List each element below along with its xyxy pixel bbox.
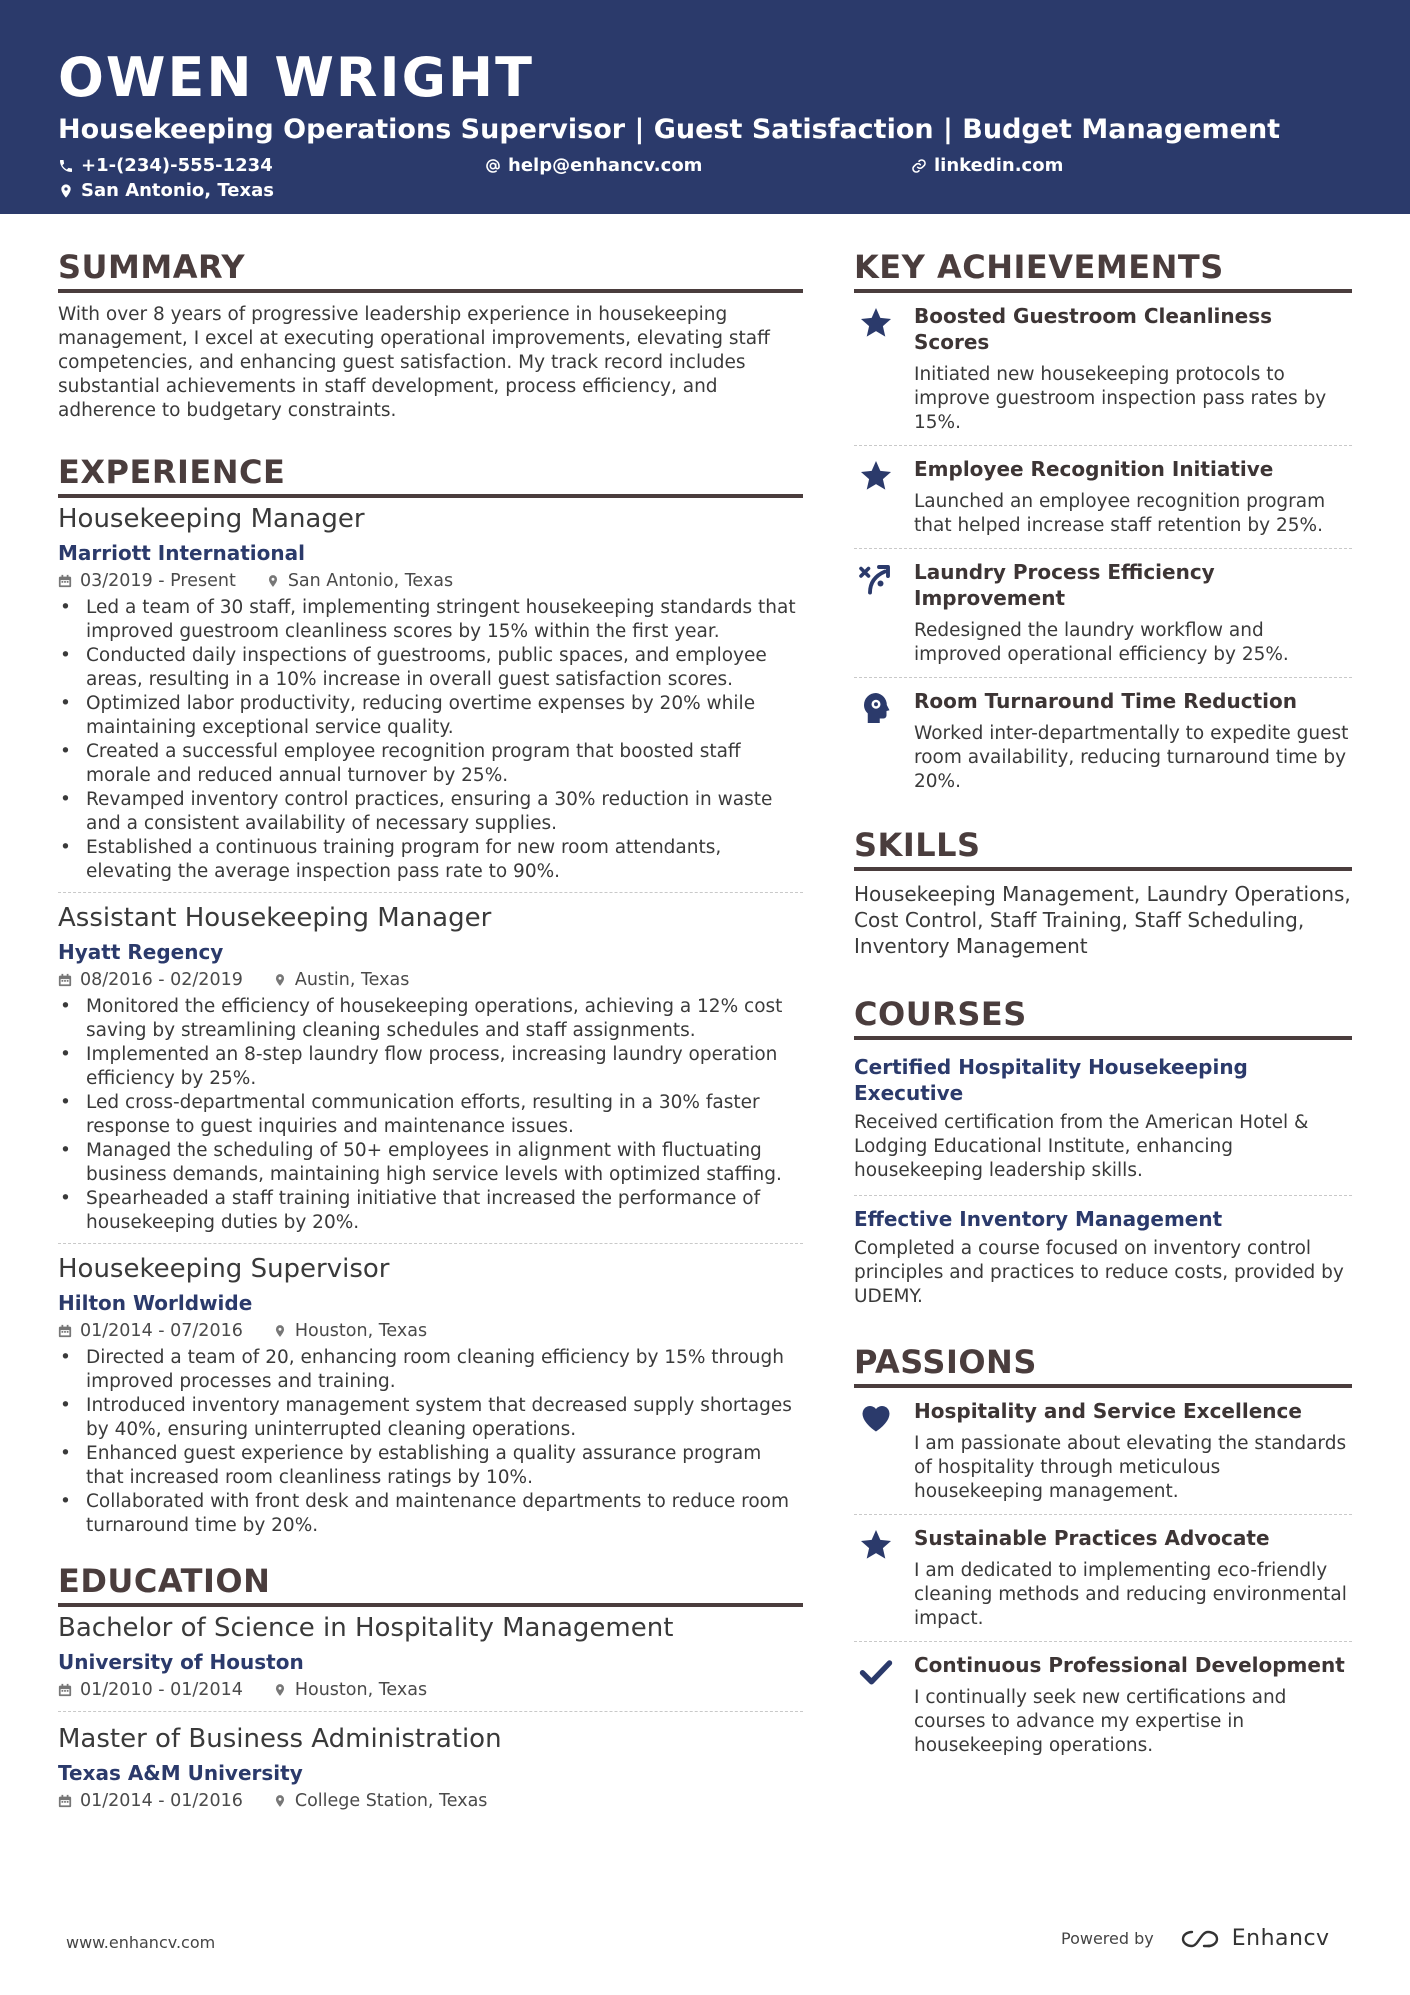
job-dates: 08/2016 - 02/2019 xyxy=(80,970,243,990)
calendar-icon xyxy=(58,1324,72,1338)
achievement-body xyxy=(914,688,1352,794)
education-meta xyxy=(58,1679,803,1701)
job-location xyxy=(273,969,410,991)
achievement-icon-wrap xyxy=(854,303,914,435)
bullet-item: • Introduced inventory management system that decreased supply shortages by 40%, ensuring uninterrupted cleaning operations. xyxy=(58,1394,803,1442)
map-pin-icon xyxy=(58,183,74,199)
star-icon xyxy=(858,458,894,494)
map-pin-icon xyxy=(266,574,280,588)
star-icon xyxy=(858,305,894,341)
candidate-headline: Housekeeping Operations Supervisor | Guest Satisfaction | Budget Management xyxy=(58,114,1281,145)
achievement-desc: Initiated new housekeeping protocols to improve guestroom inspection pass rates by 15%. xyxy=(914,364,1327,433)
education-dates: 01/2010 - 01/2014 xyxy=(80,1680,243,1700)
achievement-desc: Redesigned the laundry workflow and improved operational efficiency by 25%. xyxy=(914,620,1289,665)
job-bullets xyxy=(58,995,803,1235)
passion-item xyxy=(854,1515,1352,1642)
at-icon xyxy=(485,158,501,174)
education-meta xyxy=(58,1790,803,1812)
passion-title: Continuous Professional Development xyxy=(914,1653,1345,1677)
job-title: Housekeeping Manager xyxy=(58,504,365,534)
job-bullets xyxy=(58,1346,803,1538)
resume-header xyxy=(0,0,1410,214)
map-pin-icon xyxy=(273,1683,287,1697)
courses-section xyxy=(854,995,1352,1321)
map-pin-icon xyxy=(273,973,287,987)
passion-body xyxy=(914,1398,1352,1504)
achievement-body xyxy=(914,456,1352,538)
passions-section xyxy=(854,1343,1352,1768)
achievements-heading: KEY ACHIEVEMENTS xyxy=(854,248,1352,293)
bullet-item: • Optimized labor productivity, reducing overtime expenses by 20% while maintaining exceptional service quality. xyxy=(58,692,803,740)
passion-icon-wrap xyxy=(854,1652,914,1758)
right-column xyxy=(854,248,1352,1768)
footer-branding[interactable] xyxy=(1061,1926,1330,1951)
map-pin-icon xyxy=(273,1324,287,1338)
calendar-icon xyxy=(58,1794,72,1808)
bullet-item: • Spearheaded a staff training initiative that increased the performance of housekeeping duties by 20%. xyxy=(58,1187,803,1235)
calendar-icon xyxy=(58,1683,72,1697)
school-name: Texas A&M University xyxy=(58,1761,303,1785)
job-meta xyxy=(58,1320,803,1342)
head-icon xyxy=(858,690,894,726)
contact-info xyxy=(58,149,1352,205)
skills-section xyxy=(854,826,1352,959)
course-desc: Completed a course focused on inventory control principles and practices to reduce costs, provided by UDEMY. xyxy=(854,1238,1344,1307)
education-section xyxy=(58,1562,803,1822)
star-icon xyxy=(858,1527,894,1563)
passion-item xyxy=(854,1388,1352,1515)
achievement-body xyxy=(914,303,1352,435)
heart-icon xyxy=(858,1400,894,1436)
education-entry xyxy=(58,1611,803,1711)
bullet-item: • Led a team of 30 staff, implementing stringent housekeeping standards that improved guestroom cleanliness scores by 15% within the first year. xyxy=(58,596,803,644)
passion-desc: I continually seek new certifications and courses to advance my expertise in housekeeping operations. xyxy=(914,1687,1287,1756)
job-company: Marriott International xyxy=(58,541,305,565)
achievement-title: Boosted Guestroom Cleanliness Scores xyxy=(914,304,1273,354)
bullet-item: • Revamped inventory control practices, ensuring a 30% reduction in waste and a consistent availability of necessary supplies. xyxy=(58,788,803,836)
skills-text: Housekeeping Management, Laundry Operations, Cost Control, Staff Training, Staff Scheduling, Inventory Management xyxy=(854,882,1351,958)
achievement-item xyxy=(854,678,1352,804)
job-location xyxy=(266,570,453,592)
calendar-icon xyxy=(58,574,72,588)
location-contact xyxy=(58,180,274,201)
check-icon xyxy=(858,1654,894,1690)
job-dates: 03/2019 - Present xyxy=(80,571,236,591)
bullet-item: • Enhanced guest experience by establishing a quality assurance program that increased room cleanliness ratings by 10%. xyxy=(58,1442,803,1490)
linkedin-url[interactable]: linkedin.com xyxy=(934,155,1064,176)
bullet-item: • Conducted daily inspections of guestrooms, public spaces, and employee areas, resulting in a 10% increase in overall guest satisfaction scores. xyxy=(58,644,803,692)
phone-contact xyxy=(58,155,273,176)
achievement-title: Room Turnaround Time Reduction xyxy=(914,689,1297,713)
email-contact[interactable] xyxy=(485,155,702,176)
calendar-icon xyxy=(58,973,72,987)
linkedin-contact[interactable] xyxy=(911,155,1063,176)
courses-heading: COURSES xyxy=(854,995,1352,1040)
phone-icon xyxy=(58,158,74,174)
bullet-item: • Collaborated with front desk and maintenance departments to reduce room turnaround time by 20%. xyxy=(58,1490,803,1538)
passion-icon-wrap xyxy=(854,1398,914,1504)
job-entry xyxy=(58,1243,803,1546)
education-location xyxy=(273,1790,488,1812)
course-title: Effective Inventory Management xyxy=(854,1207,1223,1231)
passion-desc: I am dedicated to implementing eco-friendly cleaning methods and reducing environmental impact. xyxy=(914,1560,1347,1629)
passion-title: Hospitality and Service Excellence xyxy=(914,1399,1302,1423)
achievement-desc: Worked inter-departmentally to expedite guest room availability, reducing turnaround time by 20%. xyxy=(914,723,1349,792)
education-heading: EDUCATION xyxy=(58,1562,803,1607)
achievement-title: Employee Recognition Initiative xyxy=(914,457,1274,481)
skills-heading: SKILLS xyxy=(854,826,1352,871)
degree-title: Bachelor of Science in Hospitality Management xyxy=(58,1613,674,1643)
passion-body xyxy=(914,1652,1352,1758)
job-entry xyxy=(58,502,803,892)
achievement-item xyxy=(854,446,1352,549)
summary-text: With over 8 years of progressive leadership experience in housekeeping management, I excel at executing operational improvements, elevating staff competencies, and enhancing guest satisfaction. My track record includes substantial achievements in staff development, process efficiency, and adherence to budgetary constraints. xyxy=(58,304,770,421)
achievement-icon-wrap xyxy=(854,688,914,794)
email-address[interactable]: help@enhancv.com xyxy=(508,155,703,176)
experience-section xyxy=(58,453,803,1546)
job-title: Housekeeping Supervisor xyxy=(58,1254,390,1284)
location-text: San Antonio, Texas xyxy=(81,180,274,201)
bullet-item: • Led cross-departmental communication efforts, resulting in a 30% faster response to guest inquiries and maintenance issues. xyxy=(58,1091,803,1139)
left-column xyxy=(58,248,803,1822)
passion-desc: I am passionate about elevating the standards of hospitality through meticulous housekeeping management. xyxy=(914,1433,1347,1502)
bullet-item: • Managed the scheduling of 50+ employees in alignment with fluctuating business demands, maintaining high service levels with optimized staffing. xyxy=(58,1139,803,1187)
experience-heading: EXPERIENCE xyxy=(58,453,803,498)
job-company: Hyatt Regency xyxy=(58,940,224,964)
education-dates: 01/2014 - 01/2016 xyxy=(80,1791,243,1811)
map-pin-icon xyxy=(273,1794,287,1808)
summary-heading: SUMMARY xyxy=(58,248,803,293)
link-icon xyxy=(911,158,927,174)
course-title: Certified Hospitality Housekeeping Executive xyxy=(854,1055,1248,1105)
degree-title: Master of Business Administration xyxy=(58,1724,502,1754)
achievement-desc: Launched an employee recognition program that helped increase staff retention by 25%. xyxy=(914,491,1326,536)
brand-name: Enhancv xyxy=(1231,1926,1330,1951)
education-location xyxy=(273,1679,427,1701)
job-title: Assistant Housekeeping Manager xyxy=(58,903,492,933)
job-entry xyxy=(58,892,803,1243)
school-name: University of Houston xyxy=(58,1650,304,1674)
footer-website[interactable]: www.enhancv.com xyxy=(66,1933,216,1952)
achievement-icon-wrap xyxy=(854,559,914,667)
bullet-item: • Established a continuous training program for new room attendants, elevating the average inspection pass rate to 90%. xyxy=(58,836,803,884)
job-bullets xyxy=(58,596,803,884)
job-location xyxy=(273,1320,427,1342)
achievements-section xyxy=(854,248,1352,804)
passion-body xyxy=(914,1525,1352,1631)
bullet-item: • Monitored the efficiency of housekeeping operations, achieving a 12% cost saving by streamlining cleaning schedules and staff assignments. xyxy=(58,995,803,1043)
education-location-text: Houston, Texas xyxy=(294,1680,428,1700)
achievement-item xyxy=(854,293,1352,446)
course-item xyxy=(854,1196,1352,1321)
achievement-icon-wrap xyxy=(854,456,914,538)
education-entry xyxy=(58,1711,803,1822)
passions-heading: PASSIONS xyxy=(854,1343,1352,1388)
job-dates: 01/2014 - 07/2016 xyxy=(80,1321,243,1341)
job-location-text: Houston, Texas xyxy=(294,1321,428,1341)
passion-icon-wrap xyxy=(854,1525,914,1631)
passion-title: Sustainable Practices Advocate xyxy=(914,1526,1270,1550)
job-meta xyxy=(58,570,803,592)
bullet-item: • Directed a team of 20, enhancing room cleaning efficiency by 15% through improved processes and training. xyxy=(58,1346,803,1394)
bullet-item: • Implemented an 8-step laundry flow process, increasing laundry operation efficiency by 25%. xyxy=(58,1043,803,1091)
powered-by-label: Powered by xyxy=(1061,1929,1154,1948)
achievement-body xyxy=(914,559,1352,667)
bullet-item: • Created a successful employee recognition program that boosted staff morale and reduced annual turnover by 25%. xyxy=(58,740,803,788)
achievement-item xyxy=(854,549,1352,678)
candidate-name: OWEN WRIGHT xyxy=(58,46,534,109)
education-location-text: College Station, Texas xyxy=(294,1791,488,1811)
phone-number: +1-(234)-555-1234 xyxy=(81,155,273,176)
passion-item xyxy=(854,1642,1352,1768)
process-icon xyxy=(858,561,894,597)
summary-section xyxy=(58,248,803,423)
job-location-text: San Antonio, Texas xyxy=(287,571,454,591)
job-meta xyxy=(58,969,803,991)
course-item xyxy=(854,1050,1352,1196)
enhancv-logo-icon xyxy=(1180,1927,1226,1951)
job-location-text: Austin, Texas xyxy=(294,970,410,990)
achievement-title: Laundry Process Efficiency Improvement xyxy=(914,560,1215,610)
course-desc: Received certification from the American Hotel & Lodging Educational Institute, enhancing housekeeping leadership skills. xyxy=(854,1112,1309,1181)
job-company: Hilton Worldwide xyxy=(58,1291,253,1315)
